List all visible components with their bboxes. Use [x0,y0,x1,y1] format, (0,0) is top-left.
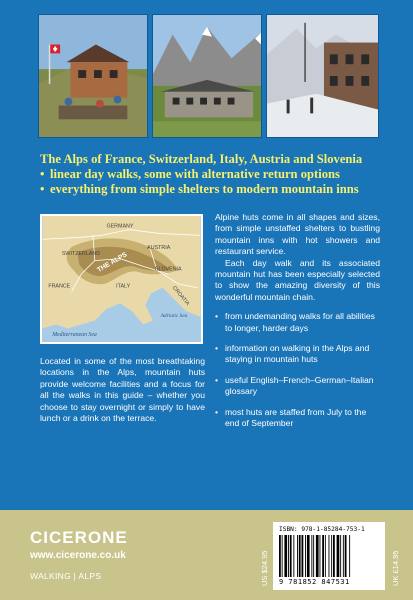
series-label: WALKING | ALPS [30,571,102,581]
bullet-icon: • [215,311,219,322]
barcode-bar [282,535,283,577]
barcode-bar [302,535,304,577]
photo-hut-with-flag [38,14,148,138]
bullet-icon: • [40,182,45,196]
location-paragraph: Located in some of the most breathtaking locations in the Alps, mountain huts provide welcome facilities and a focus for all the walks in this guide – whether you choose to stay overnight or simply to have lunch or a drink on the terrace. [40,356,205,424]
barcode-bar [337,535,340,577]
feature-item: • useful English–French–German–Italian glossary [215,374,374,397]
map-label-italy: ITALY [116,283,131,290]
barcode-bar [340,535,341,577]
photo-hut-in-winter [266,14,379,138]
barcode-bar [345,535,347,577]
map-label-slovenia: SLOVENIA [154,266,182,273]
photo-stone-hut-mountains [152,14,262,138]
map-label-mediterranean-sea: Mediterranean Sea [52,332,97,339]
barcode-bar [343,535,344,577]
feature-list [215,311,380,429]
barcode-bar [325,535,326,577]
publisher-logo: CICERONE [30,528,128,547]
barcode-bar [279,535,281,577]
publisher-url: www.cicerone.co.uk [30,550,126,561]
feature-item: • from undemanding walks for all abilities to longer, harder days [215,311,375,333]
price-uk: UK £14.95 [391,550,400,586]
barcode-bar [284,535,287,577]
bullet-icon: • [40,167,45,181]
barcode-bar [299,535,301,577]
isbn-label: ISBN: 978-1-85284-753-1 [279,526,365,533]
alps-map [40,214,203,344]
barcode-bar [293,535,294,577]
barcode-bar [311,535,312,577]
headline-countries: The Alps of France, Switzerland, Italy, Austria and Slovenia [40,152,363,166]
headline-shelters: • everything from simple shelters to modern mountain inns [40,182,359,196]
feature-item: • information on walking in the Alps and staying in mountain huts [215,343,370,365]
intro-paragraph-2: Each day walk and its associated mountain hut has been especially selected to show the amazing diversity of this wonderful mountain chain. [215,257,380,302]
barcode-number: 9 781852 847531 [279,578,350,586]
photo-strip [0,0,413,146]
map-label-austria: AUSTRIA [147,244,171,251]
barcode-bar [307,535,310,577]
headline-linear-walks: • linear day walks, some with alternative return options [40,167,340,181]
barcode-bar [331,535,332,577]
headlines [40,152,380,197]
barcode-bar [333,535,335,577]
intro-paragraph-1: Alpine huts come in all shapes and sizes, from simple unstaffed shelters to bustling mountain inns with hot showers and restaurant service. [215,212,380,257]
barcode-bar [305,535,306,577]
map-label-france: FRANCE [48,283,71,290]
feature-item: • most huts are staffed from July to the end of September [215,406,367,429]
barcode-icon [279,535,379,577]
barcode-bar [320,535,321,577]
map-label-the-alps: THE ALPS [96,251,129,274]
barcode-bar [313,535,314,577]
barcode-box [273,522,385,590]
barcode-bar [288,535,289,577]
barcode-bar [322,535,324,577]
barcode-bar [349,535,350,577]
bullet-icon: • [215,406,219,417]
price-us: US $24.95 [260,550,269,586]
bullet-icon: • [215,374,219,385]
map-label-adriatic-sea: Adriatic Sea [160,312,188,319]
barcode-bar [316,535,319,577]
map-label-germany: GERMANY [106,223,134,230]
location-column [40,356,205,424]
description-column [215,212,380,439]
barcode-bar [329,535,330,577]
bullet-icon: • [215,343,219,354]
map-label-croatia: CROATIA [170,285,191,307]
barcode-bar [290,535,292,577]
barcode-bar [297,535,298,577]
map-label-switzerland: SWITZERLAND [61,250,101,257]
